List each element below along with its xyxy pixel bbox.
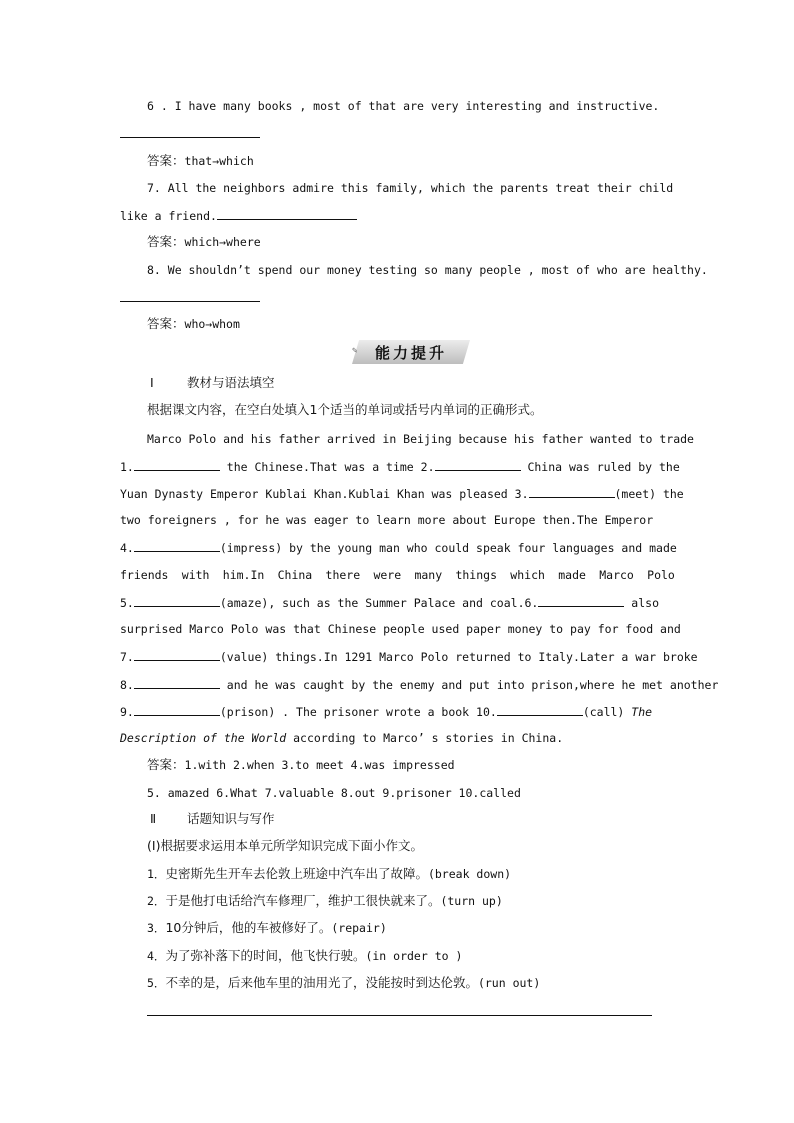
- item-text: 于是他打电话给汽车修理厂，维护工很快就来了。: [165, 893, 441, 908]
- passage-line-5: [120, 539, 677, 556]
- passage-text: according to Marco’ s stories in China.: [286, 731, 564, 745]
- item-text: 史密斯先生开车去伦敦上班途中汽车出了故障。: [165, 866, 428, 881]
- passage-line-9: [120, 648, 698, 665]
- blank-number-8: 8.: [120, 678, 134, 692]
- passage-word: him.In: [222, 568, 265, 582]
- blank-9: [134, 703, 220, 716]
- item-hint: (break down): [427, 867, 512, 881]
- item-hint: (turn up): [440, 894, 503, 908]
- answers-text: 1.with 2.when 3.to meet 4.was impressed: [184, 758, 455, 772]
- passage-word: Polo: [647, 568, 675, 582]
- q6-answer-line: [120, 137, 260, 138]
- q8-sentence: 8. We shouldn’t spend our money testing so many people , most of who are healthy.: [147, 263, 708, 277]
- passage-text: (meet) the: [614, 487, 684, 501]
- q7-answer-blank: [217, 207, 357, 220]
- blank-6: [538, 594, 624, 607]
- blank-number-1: 1.: [120, 460, 134, 474]
- book-title-start: The: [631, 705, 653, 719]
- writing-item-4: [147, 948, 462, 964]
- passage-text: (impress) by the young man who could speak four languages and made: [219, 541, 677, 555]
- answer-label: 答案：: [147, 153, 185, 168]
- passage-word: made: [558, 568, 586, 582]
- part1-answers-1: [147, 757, 455, 773]
- blank-10: [497, 703, 583, 716]
- q8-answer-text: who→whom: [184, 317, 240, 331]
- passage-text: (prison) . The prisoner wrote a book 10.: [219, 705, 497, 719]
- q6-answer-text: that→which: [184, 154, 254, 168]
- part2-sub: (Ⅰ)根据要求运用本单元所学知识完成下面小作文。: [147, 838, 423, 853]
- passage-text: (amaze), such as the Summer Palace and coal.6.: [219, 596, 539, 610]
- answer-label: 答案：: [147, 757, 185, 772]
- part1-answers-2: 5. amazed 6.What 7.valuable 8.out 9.prisoner 10.called: [147, 786, 521, 800]
- blank-number-7: 7.: [120, 650, 134, 664]
- passage-text: China was ruled by the: [527, 460, 680, 474]
- passage-line-11: [120, 703, 652, 720]
- item-text: 为了弥补落下的时间，他飞快行驶。: [165, 948, 366, 963]
- item-number: 4．: [147, 949, 166, 963]
- passage-line-10: [120, 676, 718, 693]
- passage-line-7: [120, 594, 659, 611]
- passage-line-6: [120, 567, 675, 583]
- passage-line-4: two foreigners , for he was eager to learn more about Europe then.The Emperor: [120, 513, 654, 527]
- blank-3: [529, 485, 615, 498]
- writing-item-3: [147, 920, 387, 936]
- passage-text: and he was caught by the enemy and put into prison,where he met another: [226, 678, 719, 692]
- passage-text: (call): [582, 705, 632, 719]
- q6-answer: [147, 153, 254, 169]
- passage-word: things: [455, 568, 497, 582]
- item-number: 5．: [147, 976, 166, 990]
- q6-sentence: 6 . I have many books , most of that are very interesting and instructive.: [147, 99, 660, 113]
- passage-line-8: surprised Marco Polo was that Chinese people used paper money to pay for food and: [120, 622, 681, 636]
- blank-number-9: 9.: [120, 705, 134, 719]
- item-hint: (in order to ): [365, 949, 463, 963]
- answer-label: 答案：: [147, 234, 185, 249]
- book-title: Description of the World: [120, 731, 287, 745]
- blank-1: [134, 458, 220, 471]
- passage-line-12: [120, 730, 563, 746]
- writing-item-5: [147, 975, 540, 991]
- section-banner-title: 能力提升: [374, 344, 447, 362]
- writing-answer-line: [147, 1015, 652, 1016]
- blank-2: [435, 458, 521, 471]
- passage-word: were: [373, 568, 402, 582]
- part2-number: Ⅱ: [150, 811, 157, 826]
- passage-line-3: [120, 485, 684, 502]
- item-text: 不幸的是，后来他车里的油用光了，没能按时到达伦敦。: [165, 975, 478, 990]
- blank-8: [134, 676, 220, 689]
- passage-line-1: Marco Polo and his father arrived in Beijing because his father wanted to trade: [147, 432, 694, 446]
- writing-item-2: [147, 893, 503, 909]
- passage-word: friends: [120, 568, 169, 582]
- banner-decoration-icon: ✎: [352, 346, 358, 356]
- item-text: 10分钟后，他的车被修好了。: [165, 920, 332, 935]
- passage-word: there: [325, 568, 361, 582]
- part1-instruction: 根据课文内容，在空白处填入1个适当的单词或括号内单词的正确形式。: [147, 402, 543, 417]
- passage-word: with: [181, 568, 210, 582]
- writing-item-1: [147, 866, 511, 882]
- item-number: 3．: [147, 921, 166, 935]
- q7-line2: [120, 207, 357, 224]
- q8-answer-line: [120, 301, 260, 302]
- part1-title: 教材与语法填空: [187, 375, 275, 390]
- passage-word: many: [414, 568, 443, 582]
- passage-text: (value) things.In 1291 Marco Polo returned to Italy.Later a war broke: [219, 650, 698, 664]
- passage-line-2: [120, 458, 680, 475]
- q7-line2-text: like a friend.: [120, 209, 217, 223]
- blank-7: [134, 648, 220, 661]
- passage-text: Yuan Dynasty Emperor Kublai Khan.Kublai Khan was pleased 3.: [120, 487, 529, 501]
- part2-title: 话题知识与写作: [187, 811, 275, 826]
- passage-word: Marco: [599, 568, 634, 582]
- q7-line1: 7. All the neighbors admire this family, which the parents treat their child: [147, 181, 674, 195]
- blank-5: [134, 594, 220, 607]
- passage-text: the Chinese.That was a time 2.: [226, 460, 435, 474]
- part1-number: Ⅰ: [150, 375, 154, 390]
- q7-answer-text: which→where: [184, 235, 261, 249]
- item-hint: (run out): [477, 976, 541, 990]
- passage-text: also: [631, 596, 659, 610]
- item-number: 1．: [147, 867, 166, 881]
- blank-4: [134, 539, 220, 552]
- blank-number-5: 5.: [120, 596, 134, 610]
- blank-number-4: 4.: [120, 541, 134, 555]
- q8-answer: [147, 316, 240, 332]
- passage-word: China: [277, 568, 313, 582]
- item-number: 2．: [147, 894, 166, 908]
- passage-word: which: [510, 568, 545, 582]
- answer-label: 答案：: [147, 316, 185, 331]
- q7-answer: [147, 234, 261, 250]
- item-hint: (repair): [331, 921, 387, 935]
